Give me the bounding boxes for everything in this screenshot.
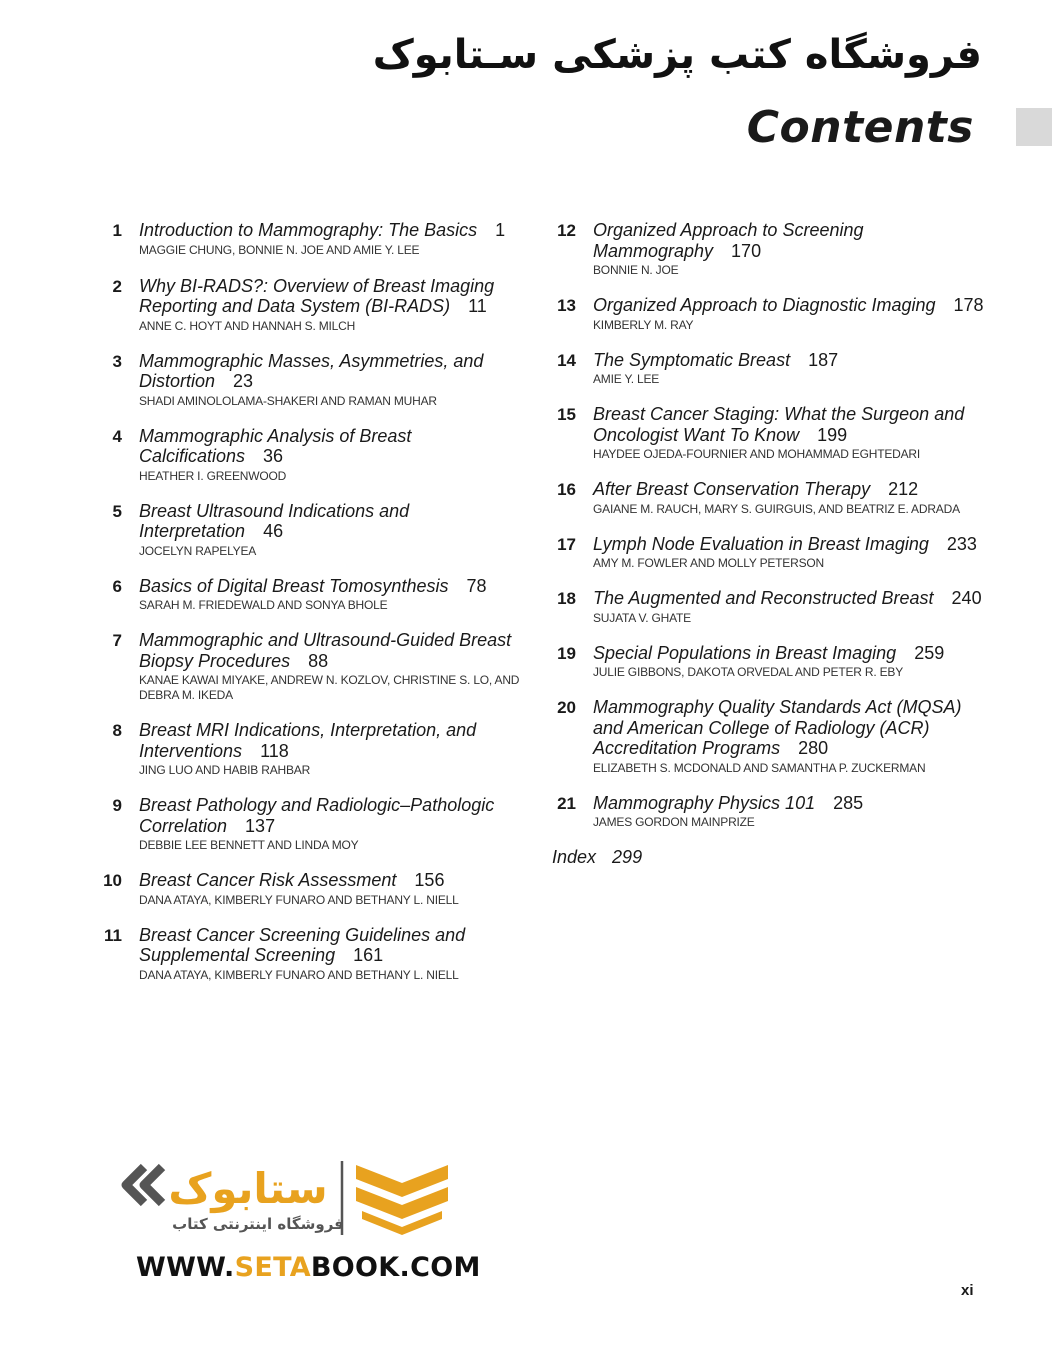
page-title: Contents: [746, 102, 974, 153]
toc-entry[interactable]: [552, 588, 992, 626]
book-emblem-icon: [356, 1165, 448, 1235]
toc-entry[interactable]: [552, 534, 992, 572]
toc-entry[interactable]: [552, 220, 992, 278]
index-page: 299: [612, 847, 643, 867]
chapter-page: 240: [951, 588, 982, 608]
chapter-title: Organized Approach to Diagnostic Imaging: [593, 295, 936, 315]
chapter-number: 10: [103, 871, 122, 890]
toc-entry[interactable]: [552, 295, 992, 333]
chapter-title: Organized Approach to Screening Mammography: [593, 220, 864, 261]
chapter-page: 156: [414, 870, 445, 890]
chapter-authors: ANNE C. HOYT AND HANNAH S. MILCH: [139, 318, 356, 333]
chapter-authors: AMY M. FOWLER AND MOLLY PETERSON: [593, 556, 824, 570]
toc-entry[interactable]: [98, 426, 528, 484]
chapter-number: 6: [112, 576, 122, 596]
toc-entry[interactable]: [98, 576, 528, 614]
chapter-number: 11: [104, 925, 122, 945]
chapter-title: Breast Pathology and Radiologic–Pathologic Correlation: [139, 795, 495, 836]
chapter-authors: KANAE KAWAI MIYAKE, ANDREW N. KOZLOV, CHRISTINE S. LO, AND DEBRA M. IKEDA: [139, 673, 520, 702]
chapter-authors: AMIE Y. LEE: [593, 372, 660, 386]
toc-entry[interactable]: [552, 479, 992, 517]
toc-entry[interactable]: [552, 350, 992, 388]
chapter-number: 14: [557, 350, 576, 370]
chapter-title: Breast Cancer Screening Guidelines and Supplemental Screening: [139, 924, 466, 965]
website-url[interactable]: [136, 1252, 481, 1283]
chapter-authors: SUJATA V. GHATE: [593, 610, 691, 625]
chapter-page: 178: [953, 295, 984, 315]
chapter-page: 11: [468, 296, 487, 316]
url-part-www: WWW.: [136, 1252, 235, 1283]
chevron-left-icon: [144, 1167, 162, 1203]
chapter-number: 16: [557, 480, 576, 499]
chapter-page: 46: [263, 521, 284, 541]
toc-entry[interactable]: [552, 404, 992, 462]
chapter-number: 20: [557, 698, 576, 717]
chapter-authors: BONNIE N. JOE: [593, 263, 679, 277]
chapter-title: Introduction to Mammography: The Basics: [139, 220, 478, 240]
url-part-seta: SETA: [234, 1252, 311, 1283]
chapter-page: 118: [260, 740, 289, 761]
toc-entry[interactable]: [98, 720, 528, 778]
chapter-page: 233: [946, 533, 977, 554]
toc-entry[interactable]: [98, 870, 528, 908]
chapter-authors: ELIZABETH S. MCDONALD AND SAMANTHA P. ZUCKERMAN: [593, 760, 926, 775]
chapter-page: 280: [798, 738, 829, 758]
chapter-page: 285: [833, 792, 864, 813]
toc-entry[interactable]: [552, 793, 992, 831]
chapter-title: Mammography Physics 101: [593, 792, 816, 813]
chapter-authors: JAMES GORDON MAINPRIZE: [593, 815, 755, 829]
chapter-authors: MAGGIE CHUNG, BONNIE N. JOE AND AMIE Y. LEE: [139, 242, 420, 257]
url-part-book: BOOK.COM: [310, 1252, 481, 1283]
page-number: xi: [961, 1282, 974, 1299]
index-entry[interactable]: [552, 847, 992, 868]
chapter-title: Breast Ultrasound Indications and Interpretation: [139, 500, 410, 541]
chapter-title: The Augmented and Reconstructed Breast: [593, 588, 934, 608]
chapter-number: 2: [112, 276, 122, 296]
chapter-authors: DANA ATAYA, KIMBERLY FUNARO AND BETHANY L. NIELL: [139, 967, 459, 982]
chapter-number: 21: [557, 793, 576, 813]
chapter-number: 12: [557, 221, 576, 240]
chapter-page: 23: [233, 371, 254, 391]
chapter-authors: JULIE GIBBONS, DAKOTA ORVEDAL AND PETER R. EBY: [593, 665, 904, 679]
chapter-authors: SARAH M. FRIEDEWALD AND SONYA BHOLE: [139, 598, 388, 612]
chapter-page: 88: [308, 650, 329, 671]
chapter-page: 170: [731, 240, 762, 261]
chapter-title: Lymph Node Evaluation in Breast Imaging: [593, 533, 929, 554]
logo-brand-text: ستابوک: [168, 1164, 328, 1213]
toc-entry[interactable]: [552, 643, 992, 681]
chapter-authors: HEATHER I. GREENWOOD: [139, 468, 287, 483]
chapter-authors: SHADI AMINOLOLAMA-SHAKERI AND RAMAN MUHAR: [139, 393, 437, 408]
chapter-page: 212: [888, 479, 919, 499]
chapter-title: Basics of Digital Breast Tomosynthesis: [139, 575, 449, 596]
index-label: Index: [552, 847, 597, 867]
chapter-page: 161: [353, 945, 384, 965]
chapter-title: Breast Cancer Staging: What the Surgeon and Oncologist Want To Know: [593, 404, 965, 445]
chapter-title: Mammographic Masses, Asymmetries, and Distortion: [139, 350, 484, 391]
toc-right-column: [552, 220, 992, 868]
chapter-number: 8: [112, 721, 122, 740]
chapter-authors: DEBBIE LEE BENNETT AND LINDA MOY: [139, 838, 359, 852]
chapter-title: Mammography Quality Standards Act (MQSA) and American College of Radiology (ACR) Accreditation Programs: [593, 697, 962, 758]
chapter-title: Special Populations in Breast Imaging: [593, 642, 897, 663]
chapter-page: 137: [245, 815, 276, 836]
chapter-authors: JING LUO AND HABIB RAHBAR: [139, 763, 311, 777]
logo-tagline-text: فروشگاه اینترنتی کتاب: [172, 1215, 344, 1233]
chapter-title: The Symptomatic Breast: [593, 349, 791, 370]
chapter-number: 5: [112, 501, 122, 521]
chapter-title: Mammographic and Ultrasound-Guided Breast Biopsy Procedures: [139, 630, 512, 671]
chapter-number: 4: [112, 426, 122, 446]
chapter-title: Breast MRI Indications, Interpretation, and Interventions: [139, 720, 477, 761]
chapter-edge-tab: [1016, 108, 1052, 146]
chapter-page: 199: [817, 424, 848, 445]
chapter-authors: DANA ATAYA, KIMBERLY FUNARO AND BETHANY L. NIELL: [139, 892, 459, 907]
toc-entry[interactable]: [98, 501, 528, 559]
chapter-title: Breast Cancer Risk Assessment: [139, 870, 397, 890]
chapter-number: 15: [557, 405, 576, 424]
toc-entry[interactable]: [98, 276, 528, 334]
chapter-number: 9: [112, 796, 122, 815]
chapter-number: 3: [112, 351, 122, 371]
chapter-number: 7: [112, 631, 122, 650]
chapter-title: Why BI-RADS?: Overview of Breast Imaging Reporting and Data System (BI-RADS): [139, 275, 495, 316]
chapter-authors: KIMBERLY M. RAY: [593, 317, 694, 332]
chapter-title: After Breast Conservation Therapy: [593, 479, 871, 499]
toc-left-column: [98, 220, 528, 983]
chapter-page: 78: [466, 575, 487, 596]
chapter-page: 187: [808, 349, 839, 370]
chapter-authors: GAIANE M. RAUCH, MARY S. GUIRGUIS, AND BEATRIZ E. ADRADA: [593, 501, 960, 516]
toc-entry[interactable]: [98, 795, 528, 853]
toc-entry[interactable]: [552, 697, 992, 776]
chapter-authors: HAYDEE OJEDA-FOURNIER AND MOHAMMAD EGHTEDARI: [593, 447, 921, 461]
chapter-number: 17: [557, 534, 576, 554]
chapter-page: 36: [263, 446, 284, 466]
toc-entry[interactable]: [98, 220, 528, 258]
chapter-number: 18: [557, 589, 576, 608]
chapter-number: 1: [112, 221, 122, 240]
store-name-persian: فروشگاه کتب پزشکی سـتابوک: [372, 32, 982, 78]
chapter-number: 19: [557, 643, 576, 663]
toc-entry[interactable]: [98, 351, 528, 409]
chapter-authors: JOCELYN RAPELYEA: [139, 543, 257, 558]
toc-entry[interactable]: [98, 630, 528, 703]
setabook-logo: [118, 1155, 458, 1245]
chapter-number: 13: [557, 296, 576, 315]
chapter-page: 1: [495, 220, 506, 240]
chapter-page: 259: [914, 642, 945, 663]
toc-entry[interactable]: [98, 925, 528, 983]
chapter-title: Mammographic Analysis of Breast Calcifications: [139, 425, 412, 466]
